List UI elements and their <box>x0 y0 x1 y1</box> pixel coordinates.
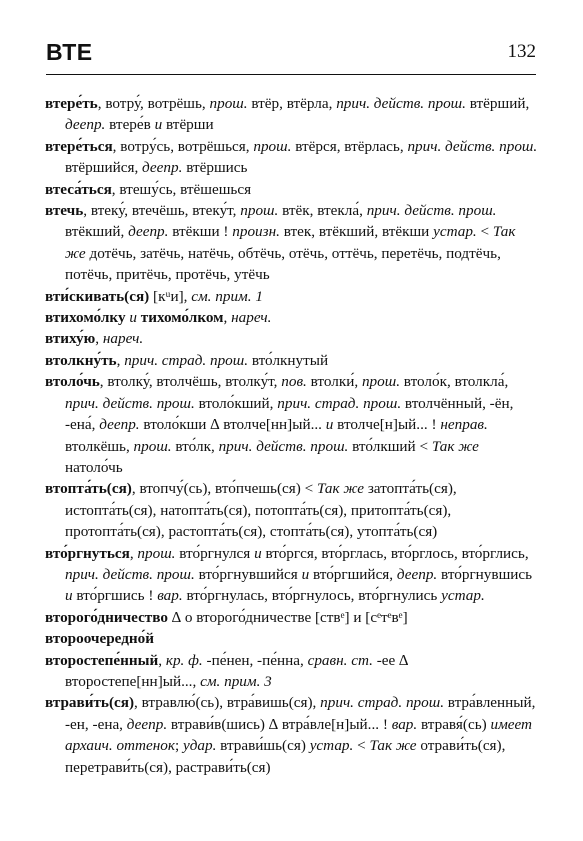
dictionary-entry <box>45 200 539 286</box>
entry-text: вто́ргнувшись <box>437 565 533 583</box>
entry-note: см. прим. 1 <box>191 287 263 305</box>
entry-note: и <box>65 587 73 605</box>
entry-note: устар. <box>309 737 354 755</box>
entry-text: , втешу́сь, втёшешься <box>111 180 252 198</box>
entry-note: и <box>254 544 262 562</box>
entry-text: втрави́шь(ся) <box>216 737 310 755</box>
entry-text: втёршись <box>182 159 248 177</box>
entry-headword: втихомо́лку <box>45 309 126 327</box>
entry-note: вар. <box>157 587 183 605</box>
dictionary-entry <box>45 607 539 628</box>
dictionary-entry <box>45 328 539 349</box>
entry-headword: втопта́ть(ся) <box>45 480 132 498</box>
entry-note: Так же <box>316 480 365 498</box>
entry-text: вто́ргшийся, <box>309 565 397 583</box>
entry-text: втоло́кший, <box>194 394 278 412</box>
entry-note: Так же <box>431 437 479 455</box>
entry-note: деепр. <box>65 116 106 134</box>
entry-text: -пе́нен, -пе́нна, <box>202 651 308 669</box>
entry-note: деепр. <box>99 416 140 434</box>
entry-headword: втолкну́ть <box>45 351 117 369</box>
entry-text: , <box>223 309 232 327</box>
entry-text: , <box>116 351 125 369</box>
entry-text: втра́вленный, -ен, -ена, <box>65 694 536 733</box>
dictionary-entry <box>45 136 539 179</box>
entry-text: втолкёшь, <box>65 437 134 455</box>
entry-text: вто́ргнулся <box>175 544 255 562</box>
entry-note: прич. действ. прош. <box>65 565 195 583</box>
entry-headword: втоло́чь <box>45 373 100 391</box>
entry-text: втёр, втёрла, <box>247 95 337 112</box>
entry-text: затопта́ть(ся), истопта́ть(ся), натопта́ть(ся), потопта́ть(ся), притопта́ть(ся), протопта́ть(ся), растопта́ть(ся), стопта́ть(ся), утопта́ть(ся) <box>65 480 457 541</box>
entry-text: втёк, втекла́, <box>278 202 367 220</box>
entry-text: , <box>129 544 138 562</box>
dictionary-entry <box>45 478 539 542</box>
entry-text: отрави́ть(ся), перетрави́ть(ся), растрави́ть(ся) <box>65 737 506 776</box>
entry-note: деепр. <box>142 159 183 177</box>
entry-note: неправ. <box>440 416 488 434</box>
entry-text: , вотру́сь, вотрёшься, <box>112 137 254 155</box>
entry-text: < <box>476 223 493 241</box>
entry-note: прич. страд. прош. <box>320 694 444 712</box>
entry-note: произн. <box>232 223 280 241</box>
entry-text: вто́ргнувшийся <box>194 565 302 583</box>
dictionary-entry <box>45 371 539 478</box>
dictionary-entry <box>45 93 539 136</box>
entry-text: втёкший, <box>65 223 129 241</box>
entry-text: втёрся, втёрлась, <box>291 137 408 155</box>
page-number: 132 <box>507 41 536 62</box>
entry-note: прич. действ. прош. <box>65 394 195 412</box>
entry-note: удар. <box>183 737 217 755</box>
entry-text: вто́ргся, вто́рглась, вто́рглось, вто́рглись, <box>261 544 529 562</box>
entry-text: дотёчь, затёчь, натёчь, обтёчь, отёчь, оттёчь, перетёчь, подтёчь, потёчь, притёчь, протёчь, утёчь <box>65 244 501 284</box>
entry-note: прич. действ. прош. <box>366 202 497 220</box>
entry-note: кр. ф. <box>165 651 203 669</box>
entry-text: втёрший, <box>465 95 530 112</box>
entry-text: втёкши ! <box>168 223 233 241</box>
entry-text: < <box>353 737 370 755</box>
entry-headword: втере́ть <box>45 95 98 112</box>
entry-note: Так же <box>65 223 516 262</box>
entry-note: устар. <box>433 223 477 241</box>
entry-note: прош. <box>253 137 292 155</box>
entry-text: втрави́в(шись) ∆ втра́вле[н]ый... ! <box>167 715 392 733</box>
entry-headword: втиху́ю <box>45 330 96 348</box>
entry-note: нареч. <box>102 330 144 348</box>
entry-note: и <box>325 416 334 434</box>
entry-headword: второстепе́нный <box>45 651 159 669</box>
entry-note: прич. страд. прош. <box>124 351 249 369</box>
entry-text: , втравлю́(сь), втра́вишь(ся), <box>134 694 321 712</box>
entry-note: устар. <box>441 587 485 605</box>
entry-text: , вотру́, вотрёшь, <box>97 95 210 112</box>
entry-text: вто́лкший < <box>348 437 432 455</box>
entry-text: ; <box>174 737 183 755</box>
entry-note: вар. <box>391 715 418 733</box>
entry-text: втравя́(сь) <box>417 715 491 733</box>
entry-headword: вто́ргнуться <box>45 544 130 562</box>
entry-note: нареч. <box>231 309 272 327</box>
entry-note: имеет архаич. оттенок <box>65 715 533 755</box>
running-head-word: ВТЕ <box>46 39 93 65</box>
entry-headword: втеса́ться <box>45 180 112 198</box>
dictionary-entries <box>45 93 539 778</box>
dictionary-entry <box>45 692 539 778</box>
entry-text: , втеку́, втечёшь, втеку́т, <box>83 202 241 220</box>
entry-text: втолки́, <box>306 373 362 391</box>
entry-text: , <box>95 330 103 348</box>
entry-text: вто́лкнутый <box>248 351 329 369</box>
entry-text: [кᵘи], <box>149 287 192 305</box>
entry-note: прош. <box>240 202 279 220</box>
entry-note: прош. <box>361 373 400 391</box>
entry-note: прош. <box>209 95 248 112</box>
entry-headword: второочередно́й <box>45 630 154 648</box>
entry-text: , втопчу́(сь), вто́пчешь(ся) < <box>131 480 317 498</box>
entry-note: прош. <box>137 544 176 562</box>
entry-text: втёршийся, <box>65 159 143 177</box>
entry-text: вто́ргнулась, вто́ргнулось, вто́ргнулись <box>182 587 442 605</box>
dictionary-entry <box>45 350 539 371</box>
entry-note: см. прим. 3 <box>200 672 272 690</box>
entry-headword: втрави́ть(ся) <box>45 694 135 712</box>
entry-note: сравн. ст. <box>307 651 373 669</box>
entry-note: и <box>125 309 141 327</box>
entry-note: прич. действ. прош. <box>336 95 466 112</box>
entry-text: вто́лк, <box>171 437 219 455</box>
entry-note: деепр. <box>126 715 168 733</box>
entry-text: ∆ о второго́дничестве [ствᵉ] и [сᵉтᵉвᵉ] <box>167 608 408 626</box>
entry-text: втек, втёкший, втёкши <box>279 223 434 241</box>
dictionary-entry <box>45 307 539 328</box>
entry-note: прич. страд. прош. <box>277 394 402 412</box>
page-header <box>46 38 536 75</box>
entry-headword: втере́ться <box>45 137 113 155</box>
entry-headword: вти́скивать(ся) <box>45 287 150 305</box>
entry-text: -ее ∆ второстепе[нн]ый..., <box>65 651 409 690</box>
entry-text: , втолку́, втолчёшь, втолку́т, <box>99 373 282 391</box>
entry-text: втёрши <box>162 116 214 134</box>
entry-note: деепр. <box>396 565 438 583</box>
dictionary-entry <box>45 179 539 200</box>
entry-note: и <box>154 116 163 134</box>
entry-note: Так же <box>369 737 417 755</box>
entry-text: , <box>158 651 166 669</box>
entry-text: втоло́к, втолкла́, <box>400 373 509 391</box>
dictionary-entry <box>45 286 539 307</box>
entry-text: втолче[н]ый... ! <box>333 416 441 434</box>
dictionary-entry <box>45 650 539 693</box>
entry-note: деепр. <box>128 223 169 241</box>
entry-note: прич. действ. прош. <box>218 437 349 455</box>
entry-text: втолчённый, -ён, -ена́, <box>65 394 514 434</box>
entry-text: втоло́кши ∆ втолче[нн]ый... <box>139 416 326 434</box>
entry-note: прош. <box>133 437 172 455</box>
entry-headword: второго́дничество <box>45 608 168 626</box>
dictionary-entry <box>45 628 539 649</box>
entry-headword: втечь <box>45 202 84 220</box>
entry-note: и <box>301 565 310 583</box>
entry-note: прич. действ. прош. <box>407 137 538 155</box>
entry-text: втере́в <box>105 116 155 134</box>
entry-note: пов. <box>281 373 307 391</box>
dictionary-entry <box>45 543 539 607</box>
entry-headword: тихомо́лком <box>140 309 224 327</box>
entry-text: натоло́чь <box>65 458 123 476</box>
entry-text: вто́ргшись ! <box>72 587 158 605</box>
